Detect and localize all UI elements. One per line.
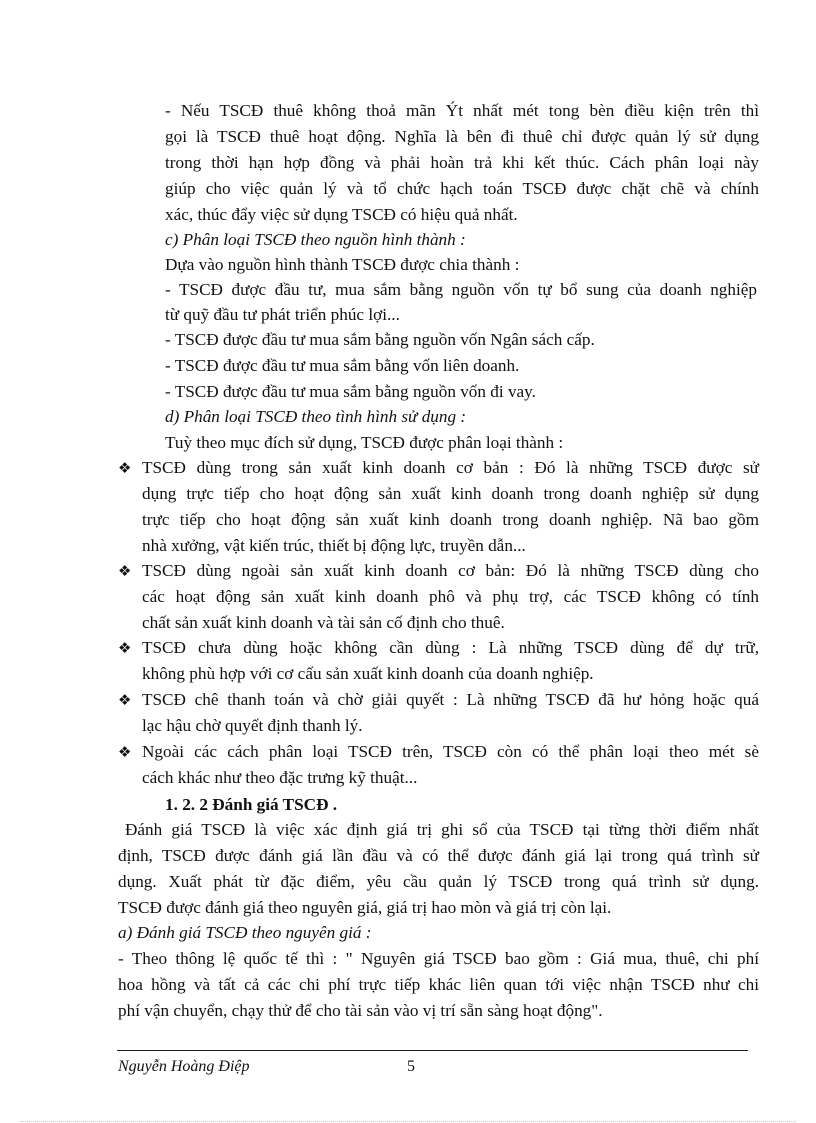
footer-rule	[117, 1050, 748, 1051]
diamond-bullet-icon: ❖	[118, 562, 132, 580]
body-line: dụng. Xuất phát từ đặc điểm, yêu cầu quản lý TSCĐ trong quá trình sử dụng.	[118, 872, 759, 891]
bullet-line: TSCĐ chưa dùng hoặc không cần dùng : Là những TSCĐ dùng để dự trữ,	[142, 638, 759, 657]
subheading-c: c) Phân loại TSCĐ theo nguồn hình thành :	[165, 230, 466, 249]
body-line: trong thời hạn hợp đồng và phải hoàn trả khi kết thúc. Cách phân loại này	[165, 153, 759, 172]
bullet-line: nhà xưởng, vật kiến trúc, thiết bị động lực, truyền dẫn...	[142, 536, 526, 555]
body-line: giúp cho việc quản lý và tổ chức hạch toán TSCĐ được chặt chẽ và chính	[165, 179, 759, 198]
list-item: - TSCĐ được đầu tư mua sắm bằng nguồn vốn đi vay.	[165, 382, 536, 401]
bullet-line: cách khác như theo đặc trưng kỹ thuật...	[142, 768, 418, 787]
list-item: - TSCĐ được đầu tư, mua sắm bằng nguồn vốn tự bổ sung của doanh nghiệp	[165, 280, 757, 299]
list-item: - TSCĐ được đầu tư mua sắm bằng nguồn vốn Ngân sách cấp.	[165, 330, 595, 349]
body-line: Tuỳ theo mục đích sử dụng, TSCĐ được phân loại thành :	[165, 433, 564, 452]
subheading-a: a) Đánh giá TSCĐ theo nguyên giá :	[118, 923, 372, 942]
page-edge-divider	[20, 1121, 796, 1122]
list-item: - TSCĐ được đầu tư mua sắm bằng vốn liên doanh.	[165, 356, 520, 375]
page-number: 5	[407, 1058, 415, 1075]
bullet-line: các hoạt động sản xuất kinh doanh phô và phụ trợ, các TSCĐ không có tính	[142, 587, 759, 606]
diamond-bullet-icon: ❖	[118, 459, 132, 477]
bullet-line: không phù hợp với cơ cấu sản xuất kinh doanh của doanh nghiệp.	[142, 664, 594, 683]
list-item: từ quỹ đầu tư phát triển phúc lợi...	[165, 305, 400, 324]
bullet-line: TSCĐ dùng trong sản xuất kinh doanh cơ bản : Đó là những TSCĐ được sử	[142, 458, 759, 477]
diamond-bullet-icon: ❖	[118, 691, 132, 709]
bullet-line: chất sản xuất kinh doanh và tài sản cố định cho thuê.	[142, 613, 505, 632]
subheading-d: d) Phân loại TSCĐ theo tình hình sử dụng :	[165, 407, 467, 426]
bullet-line: dụng trực tiếp cho hoạt động sản xuất kinh doanh trong doanh nghiệp sử dụng	[142, 484, 759, 503]
body-line: xác, thúc đẩy việc sử dụng TSCĐ có hiệu quả nhất.	[165, 205, 518, 224]
body-line: Đánh giá TSCĐ là việc xác định giá trị ghi sổ của TSCĐ tại từng thời điểm nhất	[125, 820, 759, 839]
bullet-line: TSCĐ chê thanh toán và chờ giải quyết : Là những TSCĐ đã hư hỏng hoặc quá	[142, 690, 759, 709]
body-line: định, TSCĐ được đánh giá lần đầu và có thể được đánh giá lại trong quá trình sử	[118, 846, 759, 865]
bullet-line: trực tiếp cho hoạt động sản xuất kinh doanh trong doanh nghiệp. Nã bao gồm	[142, 510, 759, 529]
bullet-line: lạc hậu chờ quyết định thanh lý.	[142, 716, 363, 735]
body-line: phí vận chuyển, chạy thử để cho tài sản vào vị trí sẵn sàng hoạt động".	[118, 1001, 603, 1020]
body-line: - Nếu TSCĐ thuê không thoả mãn Ýt nhất mét tong bèn điều kiện trên thì	[165, 101, 759, 120]
diamond-bullet-icon: ❖	[118, 743, 132, 761]
diamond-bullet-icon: ❖	[118, 639, 132, 657]
bullet-line: TSCĐ dùng ngoài sản xuất kinh doanh cơ bản: Đó là những TSCĐ dùng cho	[142, 561, 759, 580]
section-heading: 1. 2. 2 Đánh giá TSCĐ .	[165, 795, 338, 814]
body-line: - Theo thông lệ quốc tế thì : " Nguyên giá TSCĐ bao gồm : Giá mua, thuê, chi phí	[118, 949, 759, 968]
body-line: hoa hồng và tất cả các chi phí trực tiếp khác liên quan tới việc nhận TSCĐ như chi	[118, 975, 759, 994]
footer-author: Nguyễn Hoàng Điệp	[118, 1058, 250, 1075]
bullet-line: Ngoài các cách phân loại TSCĐ trên, TSCĐ còn có thể phân loại theo mét sè	[142, 742, 759, 761]
body-line: TSCĐ được đánh giá theo nguyên giá, giá trị hao mòn và giá trị còn lại.	[118, 898, 612, 917]
body-line: gọi là TSCĐ thuê hoạt động. Nghĩa là bên đi thuê chỉ được quản lý sử dụng	[165, 127, 759, 146]
body-line: Dựa vào nguồn hình thành TSCĐ được chia thành :	[165, 255, 520, 274]
